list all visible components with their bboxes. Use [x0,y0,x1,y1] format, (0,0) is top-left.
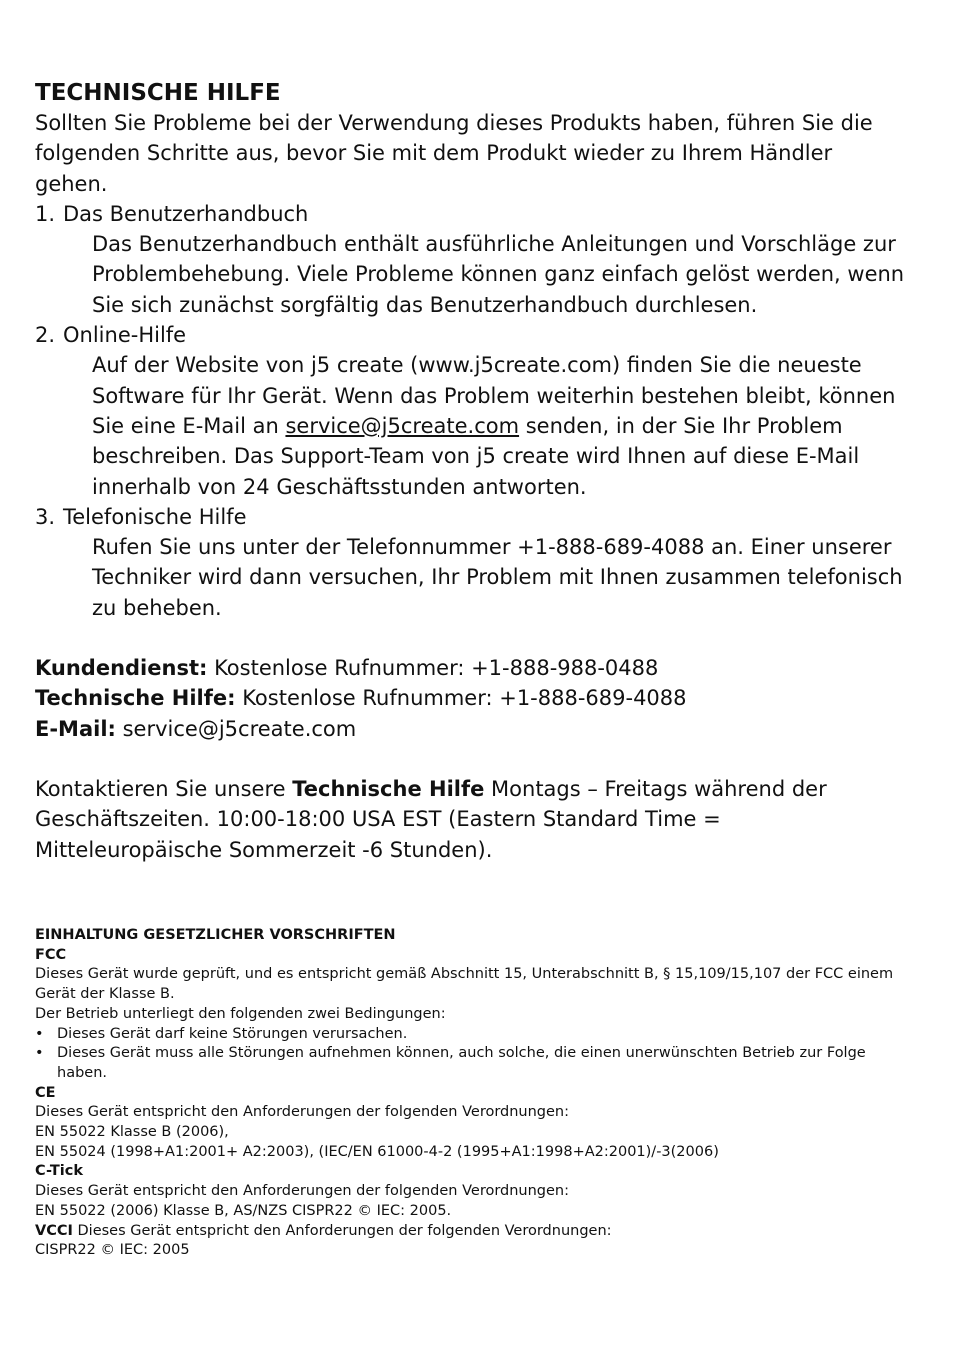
step-title: Das Benutzerhandbuch [63,201,309,226]
business-hours: Kontaktieren Sie unsere Technische Hilfe Montags – Freitags während der Geschäftszeiten. 10:00-18:00 USA EST (Eastern Standard Time = Mitteleuropäische Sommerzeit -6 Stunden). [35,776,827,862]
step-title: Telefonische Hilfe [63,504,247,529]
step-body: Das Benutzerhandbuch enthält ausführliche Anleitungen und Vorschläge zur Problembehebung. Viele Probleme können ganz einfach gelöst werden, wenn Sie sich zunächst sorgfältig das Benutzerhandbuch durchlesen. [92,232,905,317]
list-item: • Dieses Gerät darf keine Störungen verursachen. [35,1025,905,1045]
page-title: TECHNISCHE HILFE [35,80,281,106]
contact-label: E-Mail: [35,716,116,741]
step-2 [35,320,905,502]
ctick-line: Dieses Gerät entspricht den Anforderungen der folgenden Verordnungen: [35,1183,570,1200]
contact-customer-service [35,653,905,683]
contact-value: Kostenlose Rufnummer: +1-888-689-4088 [235,686,687,711]
ctick-line: EN 55022 (2006) Klasse B, AS/NZS CISPR22 © IEC: 2005. [35,1202,452,1219]
step-number: 2. [35,323,56,348]
ce-line: EN 55024 (1998+A1:2001+ A2:2003), (IEC/EN 61000-4-2 (1995+A1:1998+A2:2001)/-3(2006) [35,1143,719,1160]
bullet-icon: • [35,1025,44,1042]
bullet-icon: • [35,1045,44,1062]
intro-paragraph: Sollten Sie Probleme bei der Verwendung dieses Produkts haben, führen Sie die folgenden Schritte aus, bevor Sie mit dem Produkt wieder zu Ihrem Händler gehen. [35,111,873,196]
vcci-line2: CISPR22 © IEC: 2005 [35,1242,190,1259]
step-title: Online-Hilfe [63,323,187,348]
step-3 [35,502,905,623]
technical-help-section [35,78,905,865]
contact-label: Technische Hilfe: [35,686,236,711]
ce-line: Dieses Gerät entspricht den Anforderungen der folgenden Verordnungen: [35,1104,570,1121]
fcc-conditions: Der Betrieb unterliegt den folgenden zwei Bedingungen: [35,1005,446,1022]
contact-label: Kundendienst: [35,656,208,681]
step-body [35,350,905,501]
contact-technical-help [35,683,905,713]
contact-value: service@j5create.com [115,716,357,741]
fcc-title: FCC [35,946,67,963]
step-number: 3. [35,504,56,529]
fcc-text: Dieses Gerät wurde geprüft, und es entspricht gemäß Abschnitt 15, Unterabschnitt B, § 15,109/15,107 der FCC einem Gerät der Klasse B. [35,966,894,1003]
contact-value: Kostenlose Rufnummer: +1-888-988-0488 [207,656,659,681]
step-body-text: senden, in der Sie Ihr Problem beschreiben. Das Support-Team von j5 create wird Ihnen auf diese E-Mail innerhalb von 24 Geschäftsstunden antworten. [92,413,860,499]
support-email-link[interactable]: service@j5create.com [285,413,520,438]
vcci-line: VCCI Dieses Gerät entspricht den Anforderungen der folgenden Verordnungen: [35,1222,612,1239]
ctick-title: C-Tick [35,1163,83,1180]
step-1 [35,199,905,320]
step-number: 1. [35,201,56,226]
regulatory-section [35,926,905,1261]
ce-title: CE [35,1084,56,1101]
ce-line: EN 55022 Klasse B (2006), [35,1124,229,1141]
list-item: • Dieses Gerät muss alle Störungen aufnehmen können, auch solche, die einen unerwünschten Betrieb zur Folge haben. [35,1044,905,1083]
contact-email [35,714,905,744]
regulatory-heading: EINHALTUNG GESETZLICHER VORSCHRIFTEN [35,927,396,943]
step-body-text: Auf der Website von j5 create (www.j5create.com) finden Sie die neueste Software für Ihr Gerät. Wenn das Problem weiterhin bestehen bleibt, können Sie eine E-Mail an [92,353,896,438]
step-body: Rufen Sie uns unter der Telefonnummer +1-888-689-4088 an. Einer unserer Techniker wird dann versuchen, Ihr Problem mit Ihnen zusammen telefonisch zu beheben. [92,535,903,620]
